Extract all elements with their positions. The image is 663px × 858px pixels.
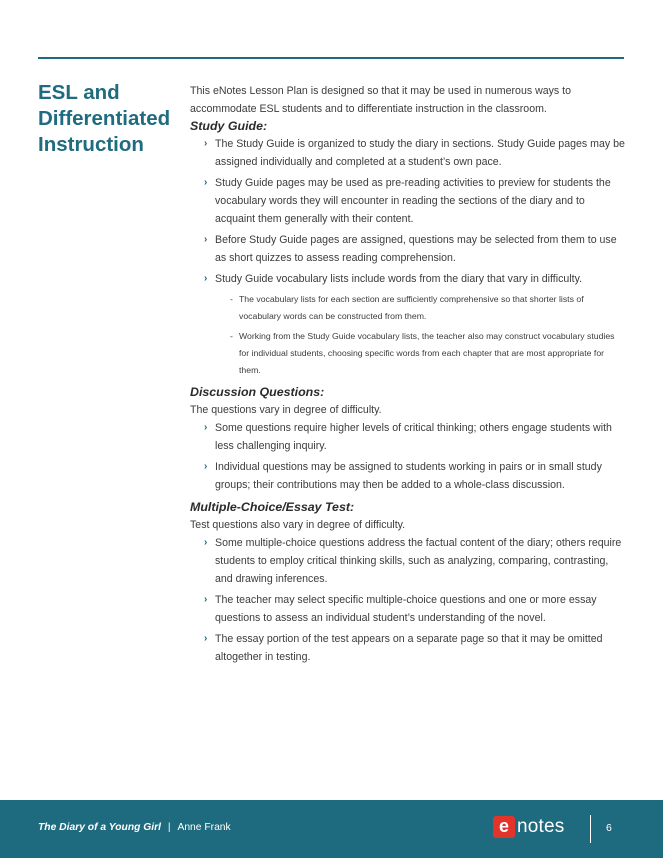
discussion-heading: Discussion Questions: — [190, 385, 325, 399]
sub-list-item: - Working from the Study Guide vocabulary lists, the teacher also may construct vocabulary studies for individual students, choosing specific words from each chapter that are most appropriate for them. — [239, 328, 626, 379]
page-footer — [0, 800, 663, 858]
list-item: › Study Guide pages may be used as pre-reading activities to preview for students the vocabulary words they will encounter in reading the sections of the diary and to acquaint them generally with their content. — [215, 174, 626, 228]
list-item: › The essay portion of the test appears on a separate page so that it may be omitted altogether in testing. — [215, 630, 626, 666]
footer-divider — [590, 815, 591, 843]
list-item: › Some questions require higher levels of critical thinking; others engage students with less challenging inquiry. — [215, 419, 626, 455]
main-content — [190, 82, 626, 671]
footer-separator: | — [167, 822, 171, 833]
section-title-line: Differentiated — [38, 107, 171, 130]
list-item: › The Study Guide is organized to study the diary in sections. Study Guide pages may be assigned individually and completed at a student’s own pace. — [215, 135, 626, 171]
section-title — [38, 80, 183, 158]
test-list — [190, 534, 626, 666]
logo-e-icon: e — [493, 816, 515, 838]
section-title-line: ESL and — [38, 81, 120, 104]
intro-paragraph: This eNotes Lesson Plan is designed so that it may be used in numerous ways to accommodate ESL students and to differentiate instruction in the classroom. — [190, 85, 571, 115]
discussion-list — [190, 419, 626, 494]
test-text: Test questions also vary in degree of difficulty. — [190, 519, 406, 531]
footer-book-info — [38, 822, 231, 833]
page-number: 6 — [606, 822, 612, 834]
list-item: › Individual questions may be assigned to students working in pairs or in small study groups; their contributions may then be added to a whole-class discussion. — [215, 458, 626, 494]
book-author: Anne Frank — [177, 822, 231, 833]
list-item-text: Study Guide vocabulary lists include words from the diary that vary in difficulty. — [215, 273, 583, 285]
study-guide-heading: Study Guide: — [190, 119, 268, 133]
logo-text: notes — [517, 816, 565, 837]
section-title-line: Instruction — [38, 133, 144, 156]
list-item: › Some multiple-choice questions address the factual content of the diary; others require students to employ critical thinking skills, such as analyzing, comparing, contrasting, and drawing inferences. — [215, 534, 626, 588]
top-divider — [38, 57, 624, 59]
book-title: The Diary of a Young Girl — [38, 822, 162, 833]
discussion-text: The questions vary in degree of difficulty. — [190, 404, 382, 416]
vocabulary-sublist — [215, 291, 626, 379]
enotes-logo[interactable] — [493, 814, 564, 840]
list-item: › The teacher may select specific multiple-choice questions and one or more essay questions to assess an individual student’s understanding of the novel. — [215, 591, 626, 627]
list-item — [215, 270, 626, 379]
list-item: › Before Study Guide pages are assigned, questions may be selected from them to use as short quizzes to assess reading comprehension. — [215, 231, 626, 267]
test-heading: Multiple-Choice/Essay Test: — [190, 500, 355, 514]
sub-list-item: - The vocabulary lists for each section are sufficiently comprehensive so that shorter lists of vocabulary words can be constructed from them. — [239, 291, 626, 325]
study-guide-list — [190, 135, 626, 379]
